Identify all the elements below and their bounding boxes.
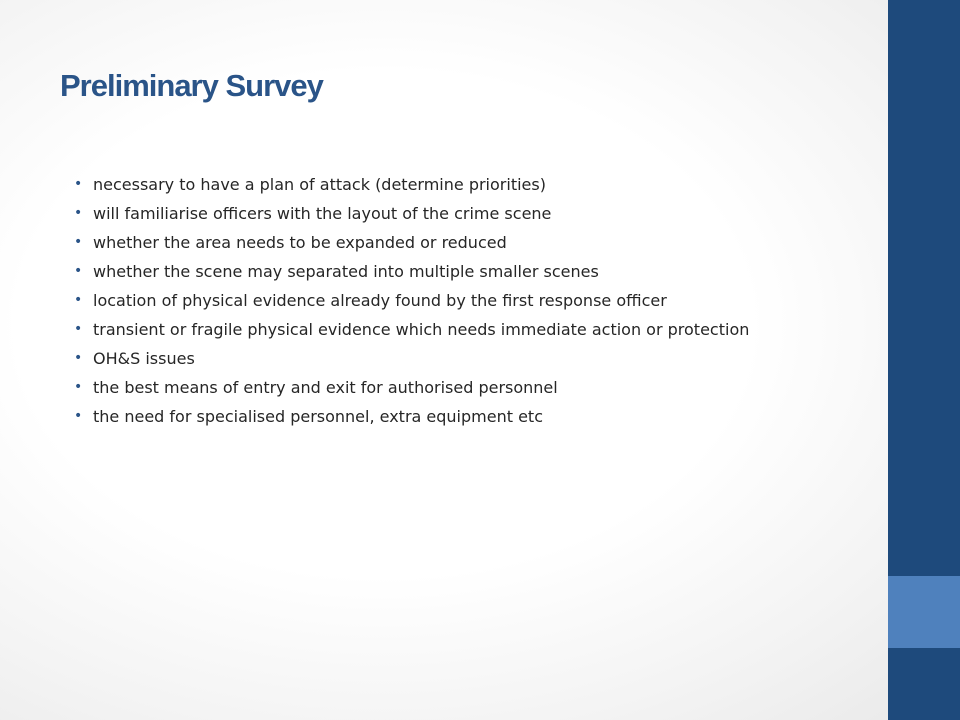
bullet-list (74, 174, 814, 435)
bullet-text: necessary to have a plan of attack (determine priorities) (93, 175, 546, 194)
bullet-item (74, 232, 814, 253)
bullet-icon: • (74, 321, 83, 337)
bullet-text: whether the area needs to be expanded or reduced (93, 233, 507, 252)
bullet-item (74, 348, 814, 369)
bullet-text: the need for specialised personnel, extra equipment etc (93, 407, 543, 426)
bullet-icon: • (74, 176, 83, 192)
bullet-item (74, 319, 814, 340)
bullet-item (74, 174, 814, 195)
bullet-icon: • (74, 292, 83, 308)
bullet-text: transient or fragile physical evidence which needs immediate action or protection (93, 320, 750, 339)
bullet-item (74, 406, 814, 427)
bullet-item (74, 261, 814, 282)
bullet-icon: • (74, 205, 83, 221)
bullet-item (74, 290, 814, 311)
bullet-icon: • (74, 379, 83, 395)
slide-title: Preliminary Survey (60, 68, 323, 103)
bullet-text: location of physical evidence already found by the first response officer (93, 291, 667, 310)
bullet-text: will familiarise officers with the layout of the crime scene (93, 204, 552, 223)
bullet-icon: • (74, 408, 83, 424)
bullet-text: whether the scene may separated into multiple smaller scenes (93, 262, 599, 281)
bullet-item (74, 377, 814, 398)
bullet-icon: • (74, 350, 83, 366)
bullet-icon: • (74, 234, 83, 250)
bullet-item (74, 203, 814, 224)
bullet-icon: • (74, 263, 83, 279)
sidebar-accent-block (888, 576, 960, 648)
bullet-text: OH&S issues (93, 349, 195, 368)
bullet-text: the best means of entry and exit for authorised personnel (93, 378, 558, 397)
